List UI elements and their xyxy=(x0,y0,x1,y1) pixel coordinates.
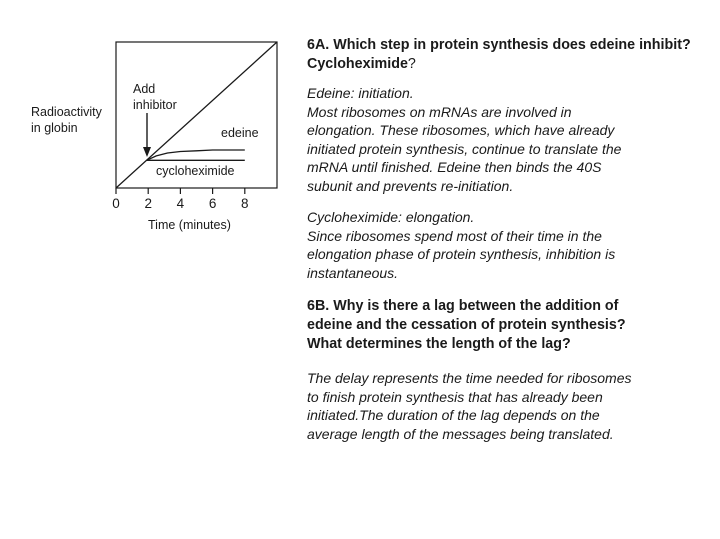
y-axis-label-line2: in globin xyxy=(31,121,78,135)
y-axis-label-line1: Radioactivity xyxy=(31,105,102,119)
answer-line: Cycloheximide: elongation. xyxy=(307,209,475,225)
question-6a xyxy=(307,36,707,74)
answer-6b xyxy=(307,369,707,443)
question-line: edeine and the cessation of protein synthesis? xyxy=(307,317,626,333)
answer-line: to finish protein synthesis that has already been xyxy=(307,388,603,405)
annotation-line2: inhibitor xyxy=(133,98,177,112)
answer-6a-edeine xyxy=(307,84,707,195)
edeine-curve xyxy=(147,150,245,160)
answer-line: Since ribosomes spend most of their time in the xyxy=(307,227,602,244)
chart-svg xyxy=(0,0,300,260)
figure xyxy=(0,0,300,260)
answer-line: initiated.The duration of the lag depends on the xyxy=(307,407,600,423)
answer-line: subunit and prevents re-initiation. xyxy=(307,177,514,194)
x-axis-label: Time (minutes) xyxy=(148,218,231,232)
answer-line: The delay represents the time needed for ribosomes xyxy=(307,370,632,386)
answer-line: Most ribosomes on mRNAs are involved in xyxy=(307,103,572,120)
question-6a-mark: ? xyxy=(407,56,416,72)
question-line: 6B. Why is there a lag between the addition of xyxy=(307,298,619,314)
inhibitor-arrowhead xyxy=(143,147,151,157)
x-tick-label: 8 xyxy=(241,196,249,211)
annotation-line1: Add xyxy=(133,82,156,96)
text-column xyxy=(307,36,707,443)
edeine-curve-label: edeine xyxy=(221,126,259,140)
answer-line: mRNA until finished. Edeine then binds the 40S xyxy=(307,159,602,175)
question-6b xyxy=(307,297,707,354)
x-tick-label: 6 xyxy=(208,196,217,211)
answer-line: instantaneous. xyxy=(307,264,399,281)
x-tick-labels xyxy=(112,196,248,211)
answer-line: elongation phase of protein synthesis, inhibition is xyxy=(307,246,616,262)
x-tick-label: 0 xyxy=(112,196,120,211)
answer-line: elongation. These ribosomes, which have already xyxy=(307,122,615,138)
x-ticks xyxy=(116,188,245,194)
question-6a-text: 6A. Which step in protein synthesis does edeine inhibit? Cycloheximide xyxy=(307,37,691,72)
answer-line: Edeine: initiation. xyxy=(307,85,414,101)
answer-line: initiated protein synthesis, continue to translate the xyxy=(307,140,622,157)
cycloheximide-curve-label: cycloheximide xyxy=(156,164,235,178)
question-line: What determines the length of the lag? xyxy=(307,336,571,352)
x-tick-label: 2 xyxy=(144,196,152,211)
answer-line: average length of the messages being translated. xyxy=(307,425,614,442)
answer-6a-cycloheximide xyxy=(307,208,707,282)
x-tick-label: 4 xyxy=(176,196,185,211)
